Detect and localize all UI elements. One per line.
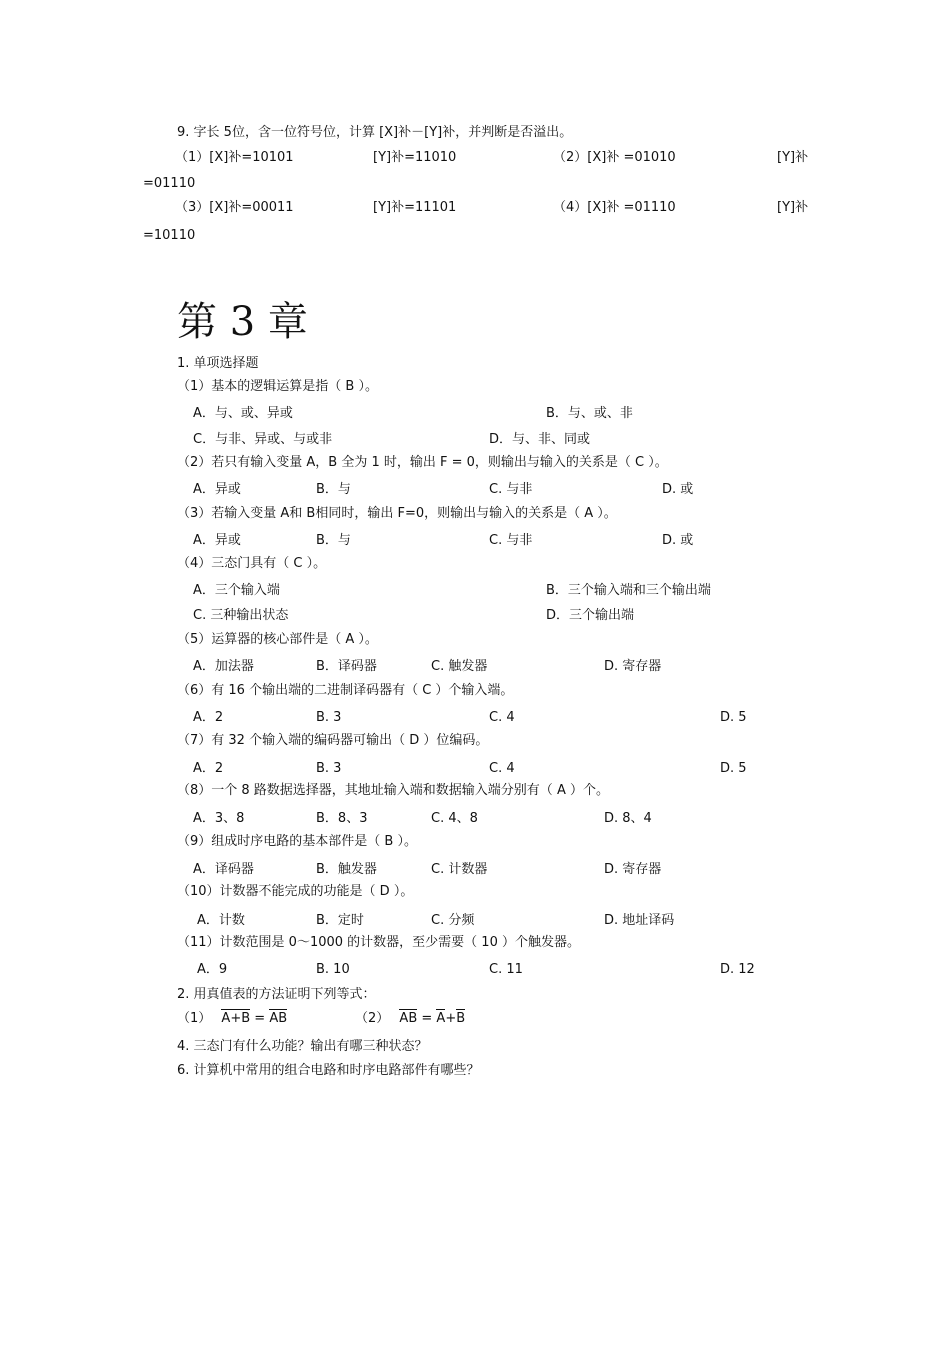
chapter-title: 第 3 章	[177, 299, 308, 345]
q6-stem: （6）有 16 个输出端的二进制译码器有（ C ）个输入端。	[177, 683, 514, 698]
q3-option-a: A．异或	[193, 533, 241, 548]
q2-option-b: B．与	[316, 482, 351, 497]
q5-stem: （5）运算器的核心部件是（ A ）。	[177, 632, 378, 647]
q4-option-b: B．三个输入端和三个输出端	[546, 583, 711, 598]
q10-option-d: D. 地址译码	[604, 913, 675, 928]
q8-option-b: B．8、3	[316, 811, 368, 826]
eq1-a-bar: A	[269, 1011, 279, 1026]
q1-option-b: B．与、或、非	[546, 406, 633, 421]
q3-option-d: D. 或	[662, 533, 694, 548]
q7-stem: （7）有 32 个输入端的编码器可输出（ D ）位编码。	[177, 733, 489, 748]
q9-r2-y-wrap: =01110	[143, 176, 196, 191]
equation-1-number: （1）	[177, 1011, 212, 1026]
eq2-b-bar: B	[456, 1011, 466, 1026]
q11-option-c: C. 11	[489, 962, 523, 977]
q1-option-d: D．与、非、同或	[489, 432, 591, 447]
q3-stem: （3）若输入变量 A和 B相同时，输出 F=0，则输出与输入的关系是（ A ）。	[177, 506, 617, 521]
q7-option-a: A．2	[193, 761, 224, 776]
eq1-equals: =	[254, 1011, 266, 1026]
eq2-ab-bar: AB	[399, 1011, 418, 1026]
q1-option-a: A．与、或、异或	[193, 406, 293, 421]
q9-option-d: D. 寄存器	[604, 862, 662, 877]
eq2-a-bar: A	[436, 1011, 446, 1026]
eq2-plus: +	[445, 1011, 457, 1026]
q9-r4-y: [Y]补	[777, 200, 809, 215]
q7-option-d: D. 5	[720, 761, 747, 776]
q8-stem: （8）一个 8 路数据选择器，其地址输入端和数据输入端分别有（ A ）个。	[177, 783, 609, 798]
section1-heading: 1. 单项选择题	[177, 356, 259, 371]
q4-option-c: C. 三种输出状态	[193, 608, 289, 623]
q10-stem: （10）计数器不能完成的功能是（ D ）。	[177, 884, 414, 899]
q9-r4-x: （4）[X]补 =01110	[553, 200, 676, 215]
eq1-not-a: A+B	[221, 1011, 251, 1026]
q2-option-a: A．异或	[193, 482, 241, 497]
q10-option-a: A．计数	[197, 913, 245, 928]
q9-r1-x: （1）[X]补=10101	[175, 150, 294, 165]
q9-r3-x: （3）[X]补=00011	[175, 200, 294, 215]
eq1-b-bar: B	[278, 1011, 288, 1026]
q9-r3-y: [Y]补=11101	[373, 200, 457, 215]
q9-title: 9. 字长 5位，含一位符号位，计算 [X]补－[Y]补，并判断是否溢出。	[177, 125, 573, 140]
q7-option-c: C. 4	[489, 761, 515, 776]
q11-option-a: A．9	[197, 962, 228, 977]
q5-option-d: D. 寄存器	[604, 659, 662, 674]
q4-option-a: A．三个输入端	[193, 583, 280, 598]
q10-option-b: B．定时	[316, 913, 364, 928]
q8-option-d: D. 8、4	[604, 811, 652, 826]
q6-option-d: D. 5	[720, 710, 747, 725]
section2-heading: 2. 用真值表的方法证明下列等式：	[177, 987, 376, 1002]
q4-option-d: D．三个输出端	[546, 608, 635, 623]
q8-option-c: C. 4、8	[431, 811, 478, 826]
q2-stem: （2）若只有输入变量 A，B 全为 1 时，输出 F = 0，则输出与输入的关系是（ C ）。	[177, 455, 668, 470]
q9-r4-y-wrap: =10110	[143, 228, 196, 243]
q9-stem: （9）组成时序电路的基本部件是（ B ）。	[177, 834, 417, 849]
q3-option-b: B．与	[316, 533, 351, 548]
equation-2-number: （2）	[355, 1011, 390, 1026]
q6-option-a: A．2	[193, 710, 224, 725]
q3-option-c: C. 与非	[489, 533, 533, 548]
q7-option-b: B. 3	[316, 761, 342, 776]
q5-option-c: C. 触发器	[431, 659, 488, 674]
q5-option-a: A．加法器	[193, 659, 254, 674]
q11-stem: （11）计数范围是 0～1000 的计数器，至少需要（ 10 ）个触发器。	[177, 935, 580, 950]
q9-option-b: B．触发器	[316, 862, 377, 877]
q9-option-c: C. 计数器	[431, 862, 488, 877]
q2-option-d: D. 或	[662, 482, 694, 497]
q9-r2-y: [Y]补	[777, 150, 809, 165]
q10-option-c: C. 分频	[431, 913, 475, 928]
q6-option-b: B. 3	[316, 710, 342, 725]
q9-r2-x: （2）[X]补 =01010	[553, 150, 676, 165]
q4-stem: （4）三态门具有（ C ）。	[177, 556, 327, 571]
q2-option-c: C. 与非	[489, 482, 533, 497]
equation-2	[355, 1011, 465, 1027]
section4-question: 4. 三态门有什么功能？输出有哪三种状态？	[177, 1039, 428, 1054]
q9-r1-y: [Y]补=11010	[373, 150, 457, 165]
q11-option-b: B. 10	[316, 962, 350, 977]
q1-stem: （1）基本的逻辑运算是指（ B ）。	[177, 379, 378, 394]
eq2-equals: =	[421, 1011, 433, 1026]
q8-option-a: A．3、8	[193, 811, 245, 826]
q5-option-b: B．译码器	[316, 659, 377, 674]
q1-option-c: C．与非、异或、与或非	[193, 432, 333, 447]
q6-option-c: C. 4	[489, 710, 515, 725]
q9-option-a: A．译码器	[193, 862, 254, 877]
equation-1	[177, 1011, 287, 1027]
q11-option-d: D. 12	[720, 962, 755, 977]
section6-question: 6. 计算机中常用的组合电路和时序电路部件有哪些？	[177, 1063, 480, 1078]
